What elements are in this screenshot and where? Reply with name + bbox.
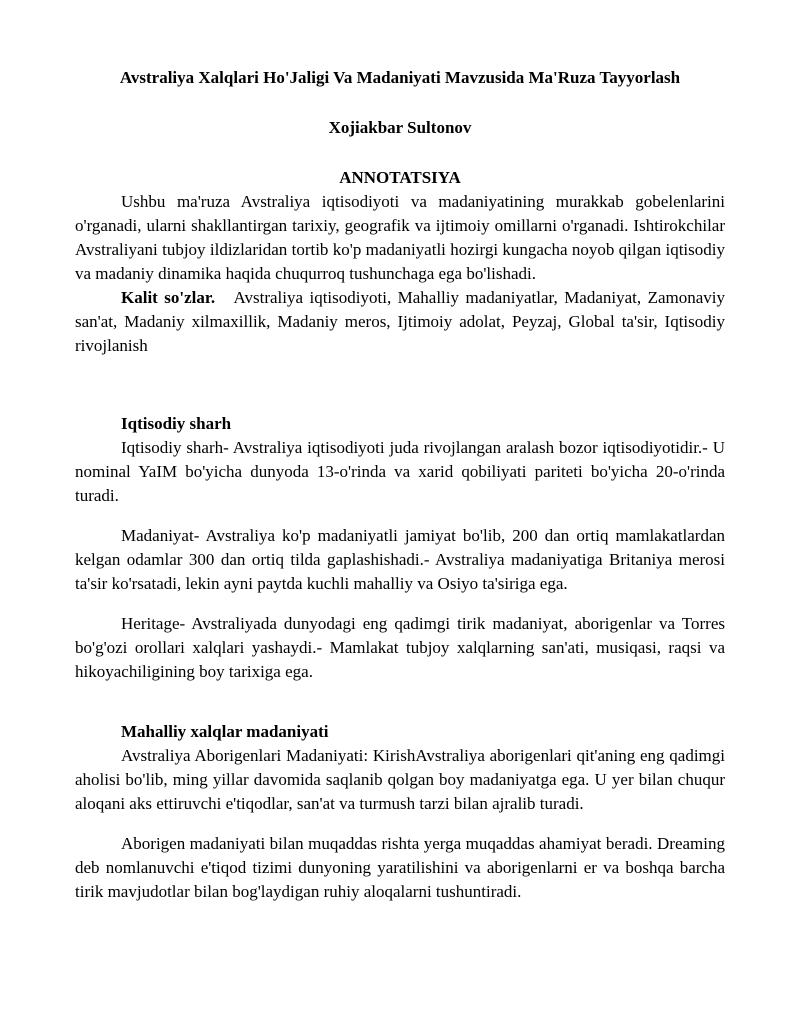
keywords-text: Avstraliya iqtisodiyoti, Mahalliy madaniyatlar, Madaniyat, Zamonaviy san'at, Madaniy xilmaxillik, Madaniy meros, Ijtimoiy adolat, Peyzaj, Global ta'sir, Iqtisodiy rivojlanish bbox=[75, 288, 725, 355]
section-heading-economy: Iqtisodiy sharh bbox=[121, 414, 232, 433]
section-paragraph: Madaniyat- Avstraliya ko'p madaniyatli jamiyat bo'lib, 200 dan ortiq mamlakatlardan kelgan odamlar 300 dan ortiq tilda gaplashishadi.- Avstraliya madaniyatiga Britaniya merosi ta'sir ko'rsatadi, lekin ayni paytda kuchli mahalliy va Osiyo ta'siriga ega. bbox=[75, 526, 725, 593]
keywords-paragraph bbox=[75, 286, 725, 358]
author-name: Xojiakbar Sultonov bbox=[328, 118, 472, 137]
section-paragraph: Iqtisodiy sharh- Avstraliya iqtisodiyoti juda rivojlangan aralash bozor iqtisodiyotidir.- U nominal YaIM bo'yicha dunyoda 13-o'rinda va xarid qobiliyati pariteti bo'yicha 20-o'rinda turadi. bbox=[75, 438, 725, 505]
abstract-paragraph: Ushbu ma'ruza Avstraliya iqtisodiyoti va madaniyatining murakkab gobelenlarini o'rganadi, ularni shakllantirgan tarixiy, geografik va ijtimoiy omillarni o'rganadi. Ishtirokchilar Avstraliyani tubjoy ildizlaridan tortib ko'p madaniyatli hozirgi kungacha noyob qilgan iqtisodiy va madaniy dinamika haqida chuqurroq tushunchaga ega bo'lishadi. bbox=[75, 192, 725, 283]
section-paragraph: Heritage- Avstraliyada dunyodagi eng qadimgi tirik madaniyat, aborigenlar va Torres bo'g'ozi orollari xalqlari yashaydi.- Mamlakat tubjoy xalqlarning san'ati, musiqasi, raqsi va hikoyachiligining boy tarixiga ega. bbox=[75, 614, 725, 681]
abstract-heading: ANNOTATSIYA bbox=[339, 168, 461, 187]
document-title: Avstraliya Xalqlari Ho'Jaligi Va Madaniyati Mavzusida Ma'Ruza Tayyorlash bbox=[119, 68, 681, 87]
section-paragraph: Avstraliya Aborigenlari Madaniyati: KirishAvstraliya aborigenlari qit'aning eng qadimgi aholisi bo'lib, ming yillar davomida saqlanib qolgan boy madaniyatga ega. U yer bilan chuqur aloqani aks ettiruvchi e'tiqodlar, san'at va turmush tarzi bilan ajralib turadi. bbox=[75, 746, 725, 813]
section-paragraph: Aborigen madaniyati bilan muqaddas rishta yerga muqaddas ahamiyat beradi. Dreaming deb nomlanuvchi e'tiqod tizimi dunyoning yaratilishini va aborigenlarni er va boshqa barcha tirik mavjudotlar bilan bog'laydigan ruhiy aloqalarni tushuntiradi. bbox=[75, 834, 725, 901]
section-heading-indigenous: Mahalliy xalqlar madaniyati bbox=[121, 722, 329, 741]
keywords-label: Kalit so'zlar. bbox=[121, 288, 216, 307]
